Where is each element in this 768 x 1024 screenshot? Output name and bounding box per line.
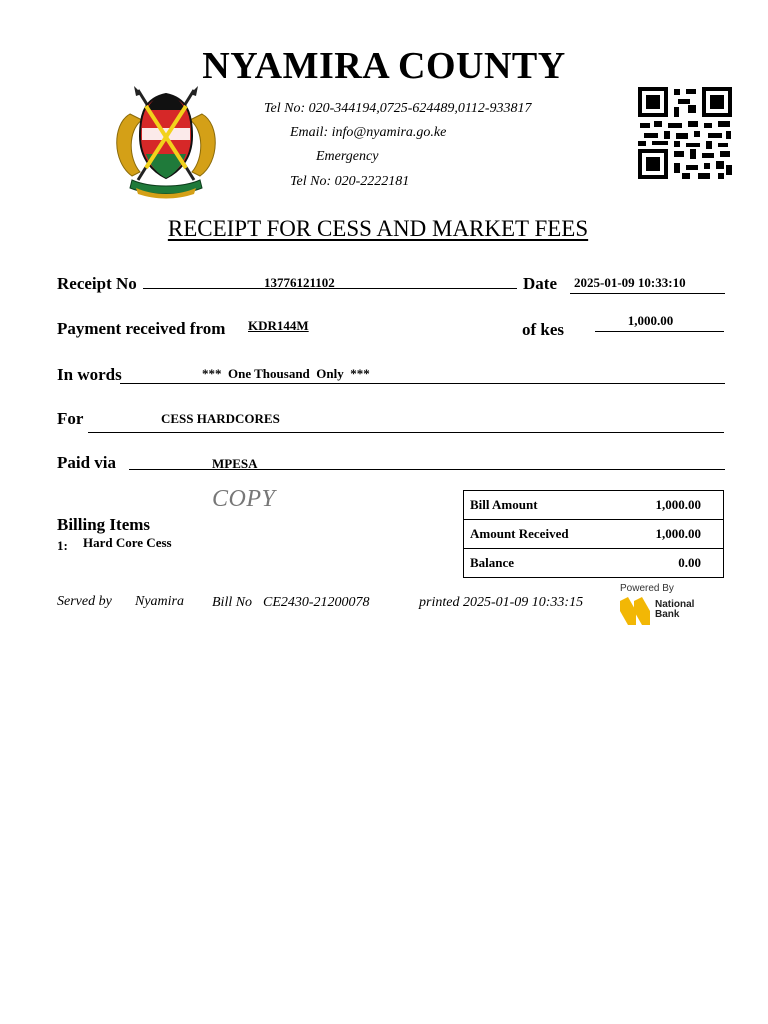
printed-timestamp: printed 2025-01-09 10:33:15 xyxy=(419,595,584,610)
date-value: 2025-01-09 10:33:10 xyxy=(574,275,686,290)
for-value: CESS HARDCORES xyxy=(161,411,280,426)
payment-from-value: KDR144M xyxy=(248,318,309,333)
amount-received-value: 1,000.00 xyxy=(620,520,724,549)
contact-emergency-tel: Tel No: 020-2222181 xyxy=(290,174,410,189)
paid-via-label: Paid via xyxy=(57,453,117,472)
receipt-title: RECEIPT FOR CESS AND MARKET FEES xyxy=(167,216,589,241)
in-words-label: In words xyxy=(57,365,122,384)
billing-item-index: 1: xyxy=(57,538,68,553)
table-row xyxy=(464,549,724,578)
amount-received-label: Amount Received xyxy=(464,520,620,549)
for-label: For xyxy=(57,409,84,428)
receipt-no-value: 13776121102 xyxy=(264,275,335,290)
for-line xyxy=(88,432,724,433)
paid-via-value: MPESA xyxy=(212,456,258,471)
billing-item-name: Hard Core Cess xyxy=(83,535,172,550)
table-row xyxy=(464,520,724,549)
table-row xyxy=(464,491,724,520)
date-label: Date xyxy=(523,274,557,293)
in-words-line xyxy=(120,383,725,384)
amount-line xyxy=(595,331,724,332)
national-bank-logo-icon xyxy=(620,597,652,625)
bill-no-value: CE2430-21200078 xyxy=(263,595,370,610)
powered-by-text: Powered By xyxy=(620,583,674,594)
bank-name-line2: Bank xyxy=(655,609,680,620)
of-kes-label: of kes xyxy=(522,320,565,339)
copy-watermark: COPY xyxy=(212,486,276,512)
bill-amount-label: Bill Amount xyxy=(464,491,620,520)
qr-code-icon xyxy=(638,87,732,179)
billing-items-heading: Billing Items xyxy=(57,515,151,534)
amount-value: 1,000.00 xyxy=(627,313,674,328)
bank-name-line1: National xyxy=(655,599,695,610)
bill-amount-value: 1,000.00 xyxy=(620,491,724,520)
contact-tel: Tel No: 020-344194,0725-624489,0112-933817 xyxy=(264,101,532,116)
payment-from-label: Payment received from xyxy=(57,319,226,338)
coat-of-arms-icon xyxy=(110,84,222,202)
balance-value: 0.00 xyxy=(678,555,701,570)
in-words-value: *** One Thousand Only *** xyxy=(202,366,370,381)
served-by-value: Nyamira xyxy=(135,594,184,609)
bill-no-label: Bill No xyxy=(212,595,253,610)
amount-summary-table xyxy=(463,490,724,578)
served-by-label: Served by xyxy=(57,594,112,609)
county-title: NYAMIRA COUNTY xyxy=(202,45,566,87)
contact-email: Email: info@nyamira.go.ke xyxy=(290,125,447,140)
contact-emergency: Emergency xyxy=(316,149,379,164)
date-line xyxy=(570,293,725,294)
balance-label: Balance xyxy=(470,555,515,570)
receipt-no-label: Receipt No xyxy=(57,274,137,293)
